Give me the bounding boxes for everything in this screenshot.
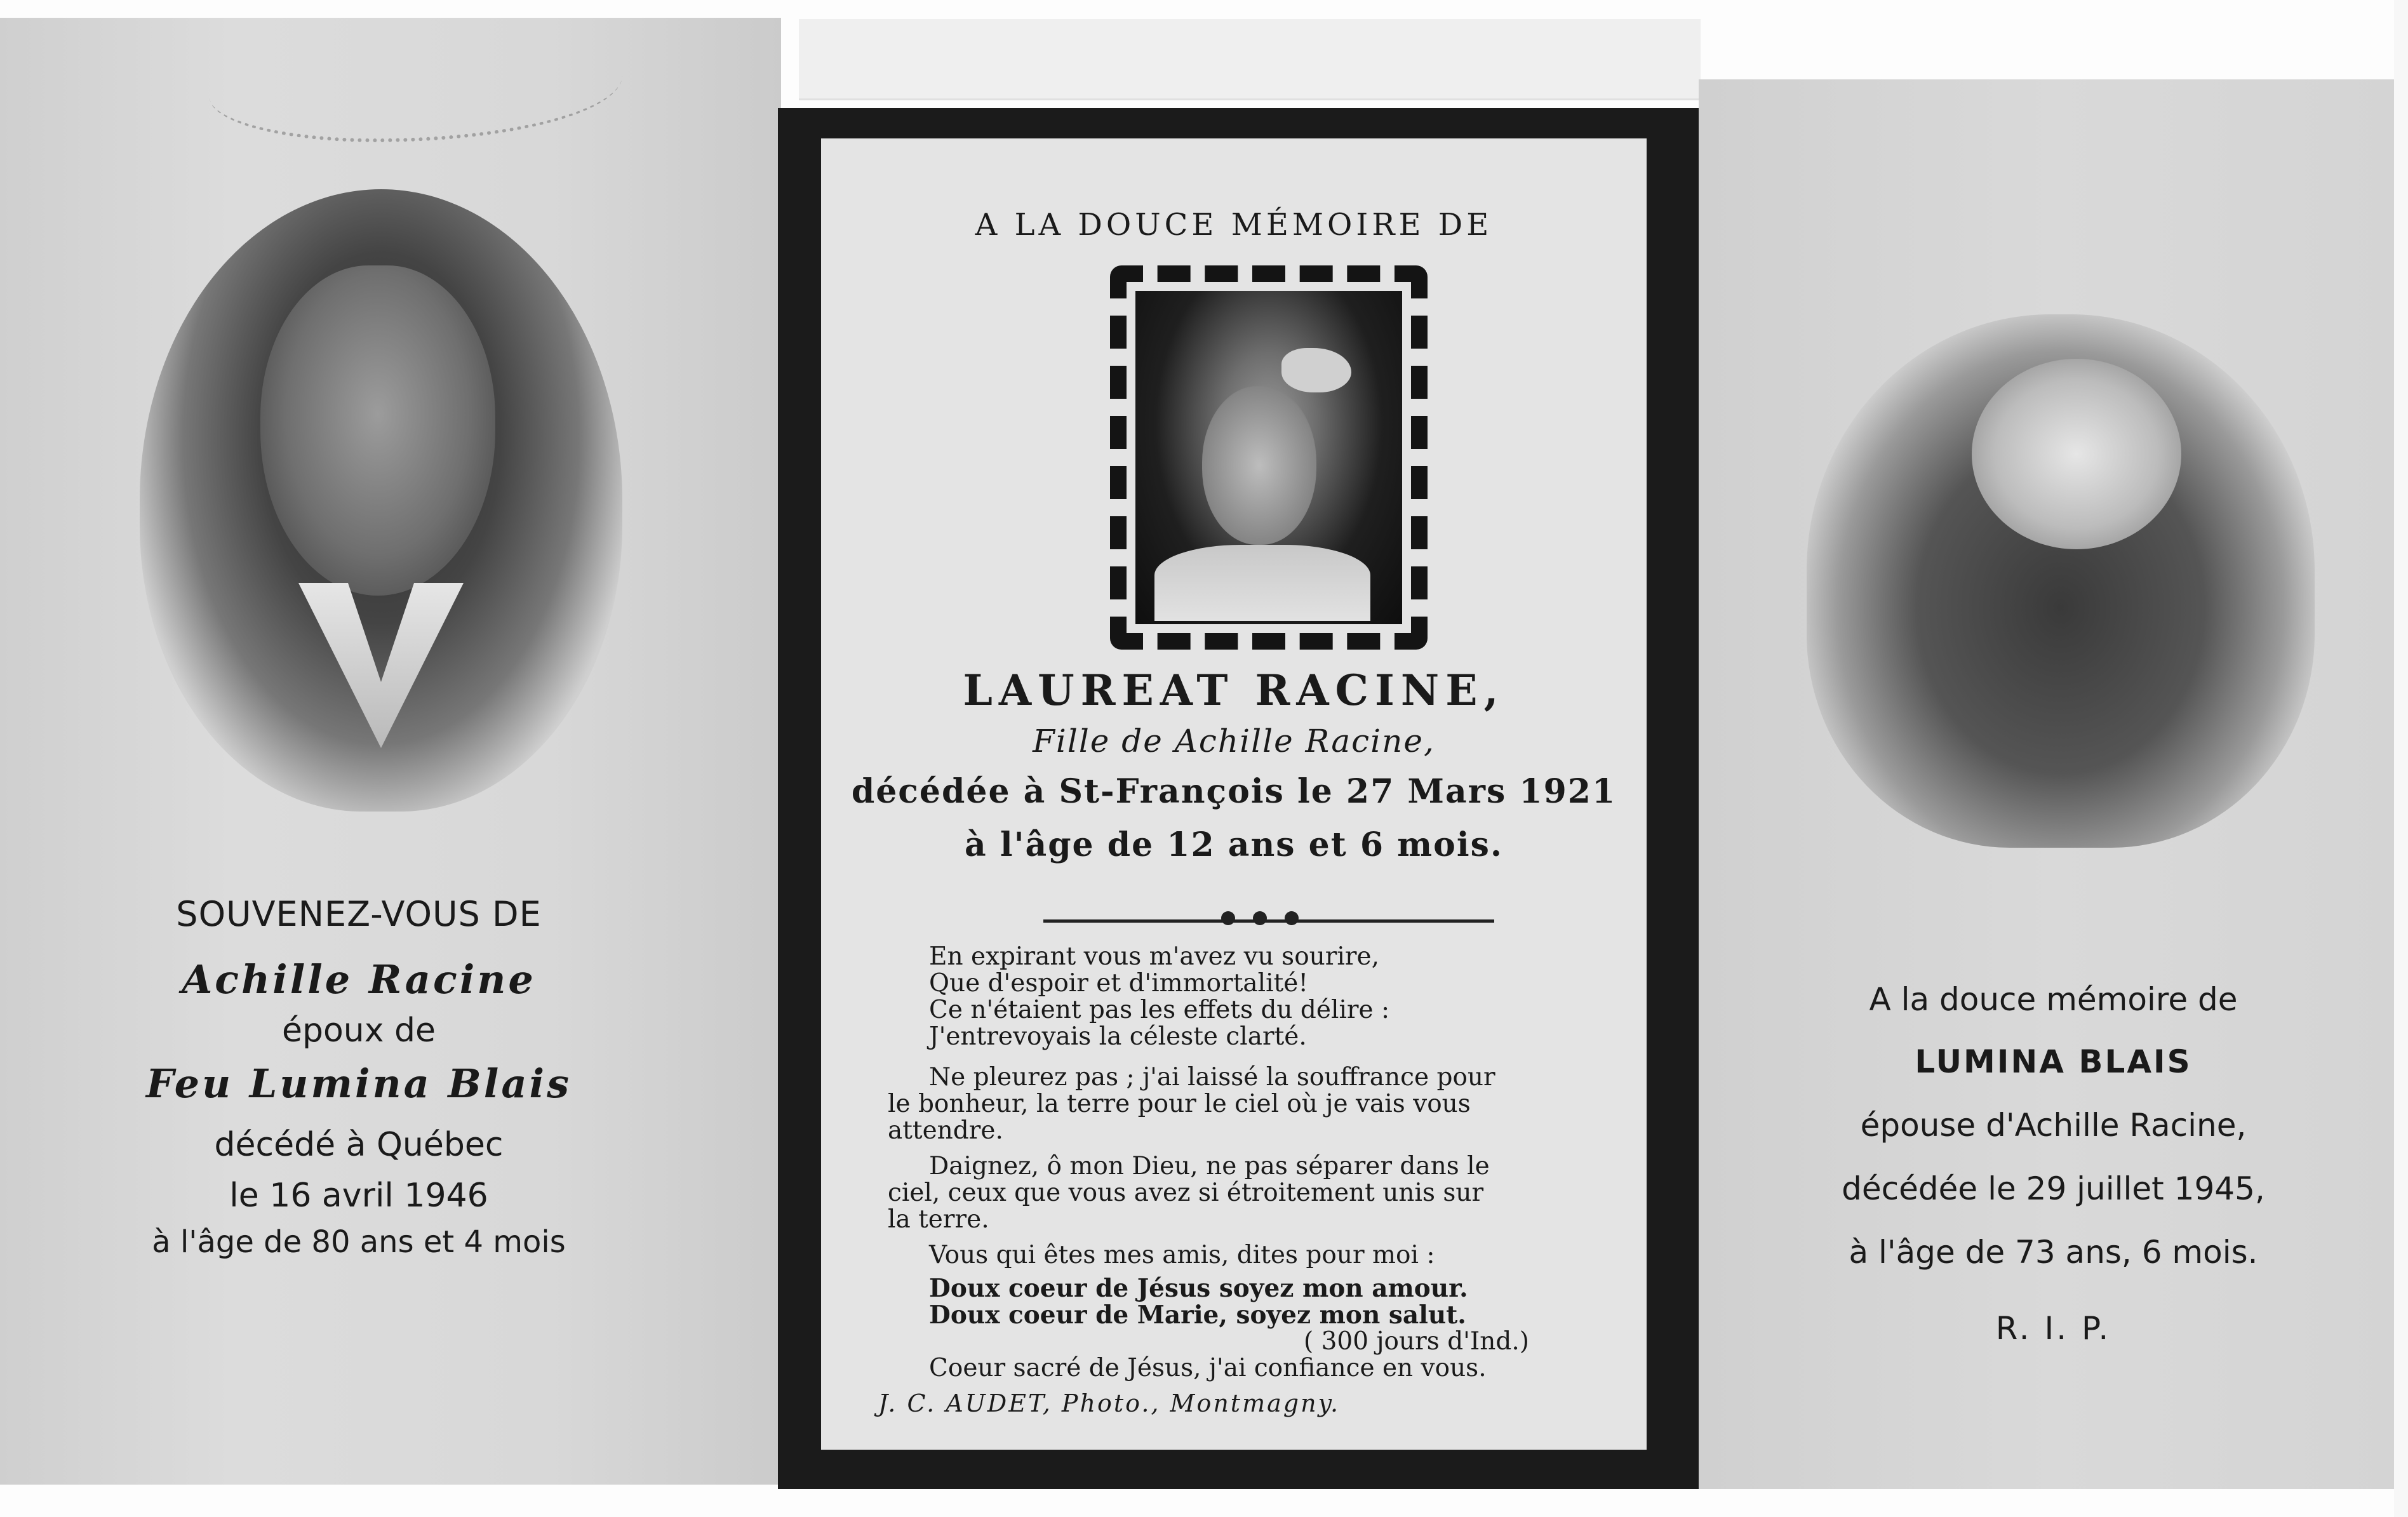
portrait-dress (1154, 545, 1370, 621)
middle-card-top-strip (799, 19, 1701, 100)
poem-line: Ne pleurez pas ; j'ai laissé la souffrance pour (929, 1063, 1495, 1092)
photo-frame (1110, 265, 1428, 650)
indulgence-note: ( 300 jours d'Ind.) (1304, 1327, 1529, 1356)
hair-bow (1281, 348, 1351, 392)
right-name: LUMINA BLAIS (1915, 1043, 2192, 1080)
left-spouse-name: Feu Lumina Blais (146, 1060, 572, 1107)
prayer-line: Doux coeur de Jésus soyez mon amour. (929, 1274, 1468, 1303)
portrait-collar (298, 583, 464, 748)
middle-relation: Fille de Achille Racine, (1033, 723, 1435, 759)
poem-line: J'entrevoyais la céleste clarté. (929, 1022, 1307, 1051)
portrait-face (1972, 359, 2181, 549)
left-age: à l'âge de 80 ans et 4 mois (152, 1224, 566, 1260)
poem-line: la terre. (888, 1205, 989, 1234)
portrait-face (260, 265, 495, 596)
left-death-place: décédé à Québec (214, 1126, 504, 1164)
poem-line: le bonheur, la terre pour le ciel où je vais vous (888, 1090, 1471, 1118)
right-rip: R. I. P. (1995, 1310, 2111, 1347)
middle-age: à l'âge de 12 ans et 6 mois. (965, 825, 1503, 864)
poem-line: Vous qui êtes mes amis, dites pour moi : (929, 1241, 1435, 1269)
poem-line: En expirant vous m'avez vu sourire, (929, 942, 1380, 971)
ornamental-divider (1043, 919, 1494, 926)
poem-line: Daignez, ô mon Dieu, ne pas séparer dans le (929, 1152, 1490, 1180)
memorial-card-laureat (778, 108, 1699, 1489)
right-age: à l'âge de 73 ans, 6 mois. (1849, 1234, 2258, 1271)
right-spouse-of: épouse d'Achille Racine, (1860, 1107, 2247, 1144)
right-memory-line: A la douce mémoire de (1869, 981, 2238, 1018)
memorial-card-lumina (1699, 79, 2408, 1489)
memorial-card-inner (821, 138, 1647, 1450)
left-remember-line: SOUVENEZ-VOUS DE (176, 894, 542, 934)
memorial-card-achille (0, 18, 781, 1485)
photographer-credit: J. C. AUDET, Photo., Montmagny. (878, 1389, 1341, 1417)
left-name: Achille Racine (182, 956, 536, 1003)
left-death-date: le 16 avril 1946 (229, 1177, 488, 1215)
prayer-line: Doux coeur de Marie, soyez mon salut. (929, 1300, 1466, 1330)
poem-line: Ce n'étaient pas les effets du délire : (929, 996, 1390, 1024)
prayer-line: Coeur sacré de Jésus, j'ai confiance en vous. (929, 1354, 1487, 1382)
middle-name: LAUREAT RACINE, (963, 665, 1505, 715)
right-death-date: décédée le 29 juillet 1945, (1842, 1170, 2265, 1207)
poem-line: attendre. (888, 1116, 1003, 1145)
postmark-stamp (210, 30, 622, 142)
poem-line: Que d'espoir et d'immortalité! (929, 969, 1308, 998)
scan-edge (2394, 0, 2408, 1517)
portrait-lumina-blais (1807, 314, 2315, 848)
middle-header: A LA DOUCE MÉMOIRE DE (975, 207, 1493, 243)
portrait-face (1202, 386, 1316, 545)
left-spouse-of: époux de (281, 1012, 436, 1050)
middle-death: décédée à St-François le 27 Mars 1921 (851, 772, 1617, 811)
portrait-achille-racine (140, 189, 622, 812)
poem-line: ciel, ceux que vous avez si étroitement unis sur (888, 1179, 1484, 1207)
portrait-laureat-racine (1135, 291, 1402, 624)
